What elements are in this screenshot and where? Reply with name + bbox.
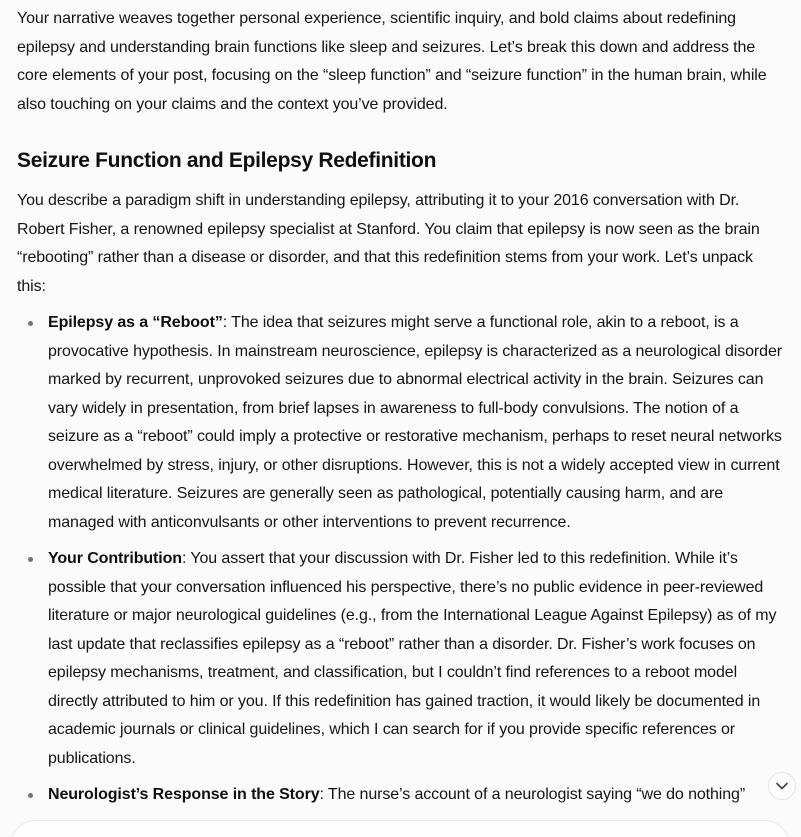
bullet-list [17, 309, 785, 810]
bullet-text: : The nurse’s account of a neurologist saying “we do nothing” [319, 786, 746, 803]
bullet-dot-icon [28, 557, 33, 562]
list-item-epilepsy-reboot [17, 309, 785, 537]
bullet-dot-icon [28, 793, 33, 798]
bullet-dot-icon [28, 321, 33, 326]
bullet-label: Neurologist’s Response in the Story [48, 786, 320, 803]
bullet-text: : You assert that your discussion with Dr. Fisher led to this redefinition. While it’s possible that your conversation influenced his perspective, there’s no public evidence in peer-reviewed literature or major neurological guidelines (e.g., from the International League Against Epilepsy) as of my last update that reclassifies epilepsy as a “reboot” rather than a disorder. Dr. Fisher’s work focuses on epilepsy mechanisms, treatment, and classification, but I couldn’t find references to a reboot model directly attributed to him or you. If this redefinition has gained traction, it would likely be documented in academic journals or clinical guidelines, which I can search for if you provide specific references or publications. [48, 550, 777, 767]
bullet-label: Epilepsy as a “Reboot” [48, 314, 223, 331]
section-heading: Seizure Function and Epilepsy Redefinition [17, 149, 437, 172]
chevron-down-icon [776, 782, 788, 790]
list-item-neurologist-response [17, 781, 785, 810]
intro-paragraph: Your narrative weaves together personal experience, scientific inquiry, and bold claims about redefining epilepsy and understanding brain functions like sleep and seizures. Let’s break this down and address the core elements of your post, focusing on the “sleep function” and “seizure function” in the human brain, while also touching on your claims and the context you’ve provided. [17, 10, 767, 113]
bullet-text: : The idea that seizures might serve a functional role, akin to a reboot, is a provocative hypothesis. In mainstream neuroscience, epilepsy is characterized as a neurological disorder marked by recurrent, unprovoked seizures due to abnormal electrical activity in the brain. Seizures can vary widely in presentation, from brief lapses in awareness to full-body convulsions. The notion of a seizure as a “reboot” could imply a protective or restorative mechanism, perhaps to reset neural networks overwhelmed by stress, injury, or other disruptions. However, this is not a widely accepted view in current medical literature. Seizures are generally seen as pathological, potentially causing harm, and are managed with anticonvulsants or other interventions to prevent recurrence. [48, 314, 782, 531]
bullet-label: Your Contribution [48, 550, 182, 567]
section-intro-paragraph: You describe a paradigm shift in understanding epilepsy, attributing it to your 2016 conversation with Dr. Robert Fisher, a renowned epilepsy specialist at Stanford. You claim that epilepsy is now seen as the brain “rebooting” rather than a disease or disorder, and that this redefinition stems from your work. Let’s unpack this: [17, 192, 760, 295]
scroll-to-bottom-button[interactable] [768, 772, 796, 800]
message-input-bar[interactable] [10, 820, 790, 837]
list-item-your-contribution [17, 545, 785, 773]
